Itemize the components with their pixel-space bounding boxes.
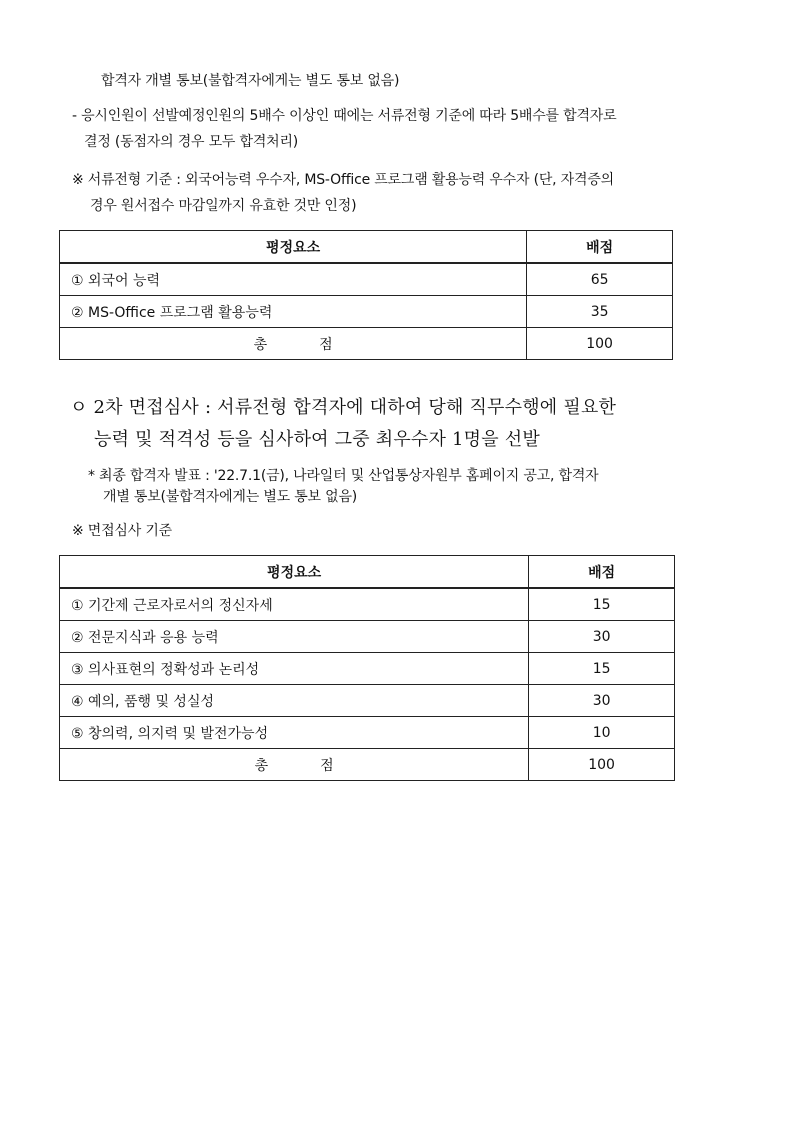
criteria-cell: ⑤ 창의력, 의지력 및 발전가능성 [60,717,529,749]
points-cell: 15 [529,653,675,685]
notice-line: 합격자 개별 통보(불합격자에게는 별도 통보 없음) [101,73,400,89]
criteria-cell: ③ 의사표현의 정확성과 논리성 [60,653,529,685]
criteria-cell: ② MS-Office 프로그램 활용능력 [60,296,527,328]
table-row [60,621,675,653]
rule-line-cont: 결정 (동점자의 경우 모두 합격처리) [84,134,299,150]
final-announcement: * 최종 합격자 발표 : '22.7.1(금), 나라일터 및 산업통상자원부 홈페이지 공고, 합격자 [88,468,599,484]
section-heading: ㅇ 2차 면접심사 : 서류전형 합격자에 대하여 당해 직무수행에 필요한 [70,397,617,418]
points-cell: 65 [527,263,673,296]
criteria-cell: ① 외국어 능력 [60,263,527,296]
table-row [60,717,675,749]
table-row [60,296,673,328]
points-cell: 30 [529,685,675,717]
criteria-note: ※ 서류전형 기준 : 외국어능력 우수자, MS-Office 프로그램 활용능력 우수자 (단, 자격증의 [72,172,614,188]
points-cell: 30 [529,621,675,653]
criteria-note-cont: 경우 원서접수 마감일까지 유효한 것만 인정) [90,198,357,214]
table-row [60,685,675,717]
header-points: 배점 [527,231,673,264]
table-row [60,263,673,296]
table-header-row [60,231,673,264]
interview-table [59,555,675,781]
total-label: 총 점 [60,749,529,781]
document-screening-table [59,230,673,360]
total-label: 총 점 [60,328,527,360]
criteria-cell: ① 기간제 근로자로서의 정신자세 [60,588,529,621]
header-criteria: 평정요소 [60,556,529,589]
points-cell: 15 [529,588,675,621]
table-total-row [60,328,673,360]
final-announcement-cont: 개별 통보(불합격자에게는 별도 통보 없음) [103,489,358,505]
criteria-cell: ④ 예의, 품행 및 성실성 [60,685,529,717]
interview-criteria-title: ※ 면접심사 기준 [72,523,172,539]
table-row [60,588,675,621]
table-total-row [60,749,675,781]
table-header-row [60,556,675,589]
header-criteria: 평정요소 [60,231,527,264]
table-row [60,653,675,685]
points-cell: 10 [529,717,675,749]
points-cell: 35 [527,296,673,328]
rule-line: - 응시인원이 선발예정인원의 5배수 이상인 때에는 서류전형 기준에 따라 5배수를 합격자로 [72,108,617,124]
header-points: 배점 [529,556,675,589]
criteria-cell: ② 전문지식과 응용 능력 [60,621,529,653]
total-points: 100 [529,749,675,781]
total-points: 100 [527,328,673,360]
section-heading-cont: 능력 및 적격성 등을 심사하여 그중 최우수자 1명을 선발 [94,429,540,450]
